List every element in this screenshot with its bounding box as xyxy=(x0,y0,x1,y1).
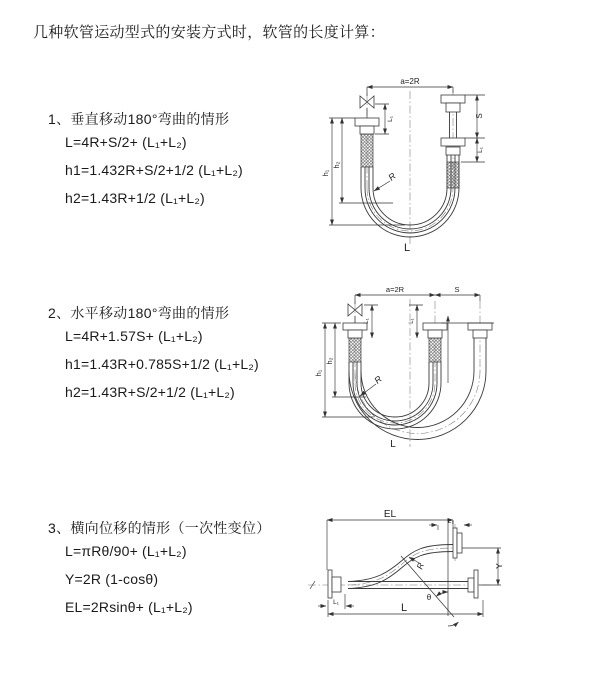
section-1-heading: 1、垂直移动180°弯曲的情形 xyxy=(48,111,230,127)
label-l-total: L xyxy=(390,439,396,450)
section-1 xyxy=(48,109,243,212)
radius-leader xyxy=(374,170,398,191)
formula-line: EL=2Rsinθ+ (L₁+L₂) xyxy=(65,599,193,615)
angle-construction xyxy=(401,520,459,626)
formula-line: h1=1.432R+S/2+1/2 (L₁+L₂) xyxy=(65,162,243,178)
section-3 xyxy=(48,518,271,621)
formula-line: L=πRθ/90+ (L₁+L₂) xyxy=(65,543,187,559)
dim-el xyxy=(327,509,453,570)
formula-line: h2=1.43R+S/2+1/2 (L₁+L₂) xyxy=(65,384,235,400)
label-el: EL xyxy=(383,509,397,520)
flange-fittings xyxy=(343,323,492,338)
label-y: Y xyxy=(494,563,504,569)
label-r: R xyxy=(386,170,398,183)
label-h2: h₂ xyxy=(332,161,341,169)
label-s: S xyxy=(454,285,460,294)
formula-line: h1=1.43R+0.785S+1/2 (L₁+L₂) xyxy=(65,356,259,372)
label-a2r: a=2R xyxy=(385,285,405,294)
label-h1: h₁ xyxy=(314,369,323,377)
label-r: R xyxy=(414,561,426,571)
diagram-horizontal-180-bend xyxy=(308,283,600,455)
dim-l1 xyxy=(318,594,354,609)
label-l: L xyxy=(400,602,408,614)
formula-line: Y=2R (1-cosθ) xyxy=(65,571,159,587)
label-h2: h₂ xyxy=(325,357,334,365)
label-theta: θ xyxy=(426,593,432,602)
dim-h1 xyxy=(314,323,373,417)
label-h1: h₁ xyxy=(321,169,330,177)
valve-icon xyxy=(360,87,374,118)
label-r: R xyxy=(372,373,384,386)
radius-leader xyxy=(360,373,384,396)
label-l1-right: L₁ xyxy=(477,147,484,153)
label-l1: L₁ xyxy=(333,599,339,606)
section-2-heading: 2、水平移动180°弯曲的情形 xyxy=(48,305,230,321)
label-l2: L₂ xyxy=(447,518,455,525)
dim-l-total xyxy=(328,600,483,617)
label-l1-left: L₁ xyxy=(364,318,370,324)
centerlines xyxy=(308,524,490,585)
section-3-heading: 3、横向位移的情形（一次性变位） xyxy=(48,520,271,536)
section-2 xyxy=(48,303,259,406)
formula-line: L=4R+1.57S+ (L₁+L₂) xyxy=(65,328,203,344)
diagram-vertical-180-bend xyxy=(315,73,600,265)
dim-a2r xyxy=(355,285,494,323)
label-a2r: a=2R xyxy=(400,77,420,86)
label-s: S xyxy=(475,113,484,119)
label-l-total: L xyxy=(403,242,411,254)
dim-a2r xyxy=(367,77,453,93)
centerlines xyxy=(355,299,480,447)
formula-line: h2=1.43R+1/2 (L₁+L₂) xyxy=(65,190,205,206)
diagram-lateral-displacement xyxy=(298,496,600,636)
label-l1: L₁ xyxy=(387,116,394,122)
label-l1-mid: L₁ xyxy=(409,318,415,324)
formula-line: L=4R+S/2+ (L₁+L₂) xyxy=(65,134,187,150)
hose-u-bend-initial xyxy=(349,338,441,429)
dim-s-right xyxy=(461,95,485,162)
page-title: 几种软管运动型式的安装方式时，软管的长度计算： xyxy=(33,24,385,41)
